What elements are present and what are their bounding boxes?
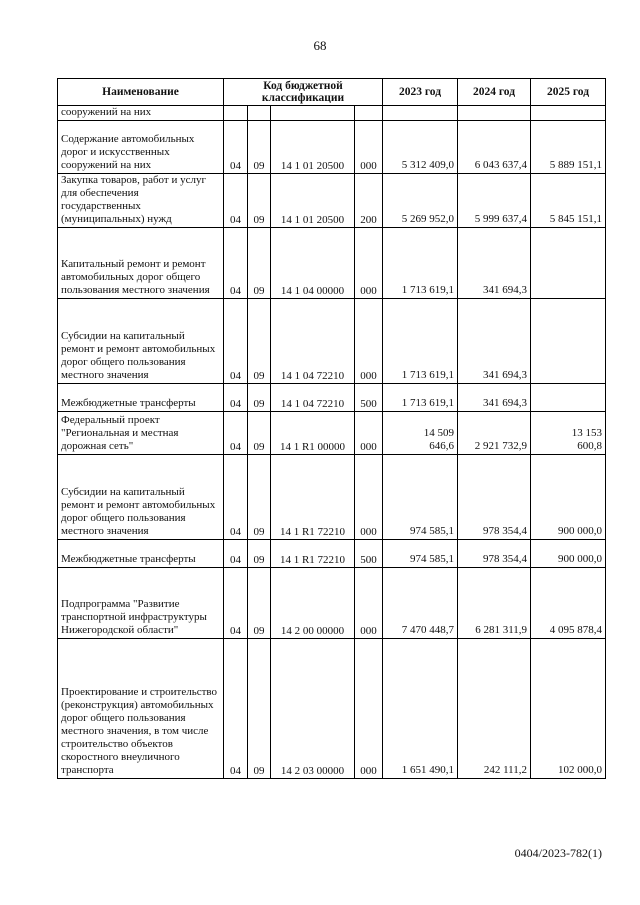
cell-2025: 900 000,0 — [531, 455, 606, 540]
table-row — [58, 639, 606, 779]
cell-expense-type: 000 — [355, 412, 383, 455]
cell-2025-line: 13 153 — [571, 427, 603, 439]
cell-2023-line: 14 509 — [423, 427, 455, 439]
cell-2025 — [531, 384, 606, 412]
budget-table — [57, 78, 606, 779]
cell-2025: 900 000,0 — [531, 540, 606, 568]
table-row — [58, 228, 606, 299]
cell-2025 — [531, 228, 606, 299]
cell-section: 04 — [224, 299, 248, 384]
cell-2025 — [531, 106, 606, 121]
cell-name: Межбюджетные трансферты — [58, 384, 224, 412]
cell-2024: 978 354,4 — [458, 455, 531, 540]
cell-subsection: 09 — [248, 568, 271, 639]
cell-expense-type: 000 — [355, 121, 383, 174]
cell-subsection: 09 — [248, 639, 271, 779]
cell-expense-type: 500 — [355, 540, 383, 568]
cell-target-article: 14 1 R1 72210 — [271, 540, 355, 568]
cell-2024: 6 043 637,4 — [458, 121, 531, 174]
cell-target-article: 14 2 03 00000 — [271, 639, 355, 779]
cell-section: 04 — [224, 412, 248, 455]
cell-subsection: 09 — [248, 174, 271, 228]
cell-2023 — [383, 106, 458, 121]
cell-name: Подпрограмма "Развитие транспортной инфраструктуры Нижегородской области" — [58, 568, 224, 639]
cell-2023: 5 312 409,0 — [383, 121, 458, 174]
table-row — [58, 121, 606, 174]
cell-target-article: 14 1 04 72210 — [271, 299, 355, 384]
cell-2023 — [383, 412, 458, 455]
cell-2023: 5 269 952,0 — [383, 174, 458, 228]
cell-section — [224, 106, 248, 121]
cell-section: 04 — [224, 568, 248, 639]
header-2024: 2024 год — [458, 79, 531, 106]
cell-subsection: 09 — [248, 299, 271, 384]
cell-subsection: 09 — [248, 121, 271, 174]
cell-name: Закупка товаров, работ и услуг для обеспечения государственных (муниципальных) нужд — [58, 174, 224, 228]
cell-section: 04 — [224, 455, 248, 540]
cell-2023: 974 585,1 — [383, 540, 458, 568]
cell-section: 04 — [224, 121, 248, 174]
cell-section: 04 — [224, 639, 248, 779]
cell-2023: 1 713 619,1 — [383, 228, 458, 299]
table-row — [58, 106, 606, 121]
cell-2024 — [458, 106, 531, 121]
cell-name: Содержание автомобильных дорог и искусственных сооружений на них — [58, 121, 224, 174]
cell-subsection: 09 — [248, 384, 271, 412]
cell-subsection: 09 — [248, 455, 271, 540]
cell-2024: 341 694,3 — [458, 299, 531, 384]
cell-name: Межбюджетные трансферты — [58, 540, 224, 568]
cell-section: 04 — [224, 384, 248, 412]
cell-2023: 1 713 619,1 — [383, 384, 458, 412]
cell-2023: 1 713 619,1 — [383, 299, 458, 384]
cell-name: Проектирование и строительство (реконструкция) автомобильных дорог общего пользования местного значения, в том числе строительство объектов скоростного внеуличного транспорта — [58, 639, 224, 779]
table-row — [58, 384, 606, 412]
cell-2024: 2 921 732,9 — [458, 412, 531, 455]
cell-subsection — [248, 106, 271, 121]
header-2023: 2023 год — [383, 79, 458, 106]
cell-target-article: 14 1 01 20500 — [271, 121, 355, 174]
cell-target-article: 14 1 01 20500 — [271, 174, 355, 228]
cell-subsection: 09 — [248, 412, 271, 455]
cell-2023-line: 646,6 — [429, 440, 455, 452]
cell-name: Федеральный проект "Региональная и местная дорожная сеть" — [58, 412, 224, 455]
table-row — [58, 412, 606, 455]
cell-name: сооружений на них — [58, 106, 224, 121]
cell-target-article: 14 1 04 72210 — [271, 384, 355, 412]
table-row — [58, 174, 606, 228]
table-row — [58, 540, 606, 568]
cell-2025: 5 845 151,1 — [531, 174, 606, 228]
cell-2023: 7 470 448,7 — [383, 568, 458, 639]
table-header-row — [58, 79, 606, 106]
cell-expense-type: 000 — [355, 299, 383, 384]
cell-2024: 5 999 637,4 — [458, 174, 531, 228]
cell-expense-type — [355, 106, 383, 121]
cell-name: Субсидии на капитальный ремонт и ремонт автомобильных дорог общего пользования местного значения — [58, 299, 224, 384]
cell-2025: 102 000,0 — [531, 639, 606, 779]
header-2025: 2025 год — [531, 79, 606, 106]
cell-2024: 341 694,3 — [458, 228, 531, 299]
cell-2025-line: 600,8 — [577, 440, 603, 452]
cell-2024: 242 111,2 — [458, 639, 531, 779]
cell-2023: 1 651 490,1 — [383, 639, 458, 779]
cell-expense-type: 000 — [355, 455, 383, 540]
cell-subsection: 09 — [248, 540, 271, 568]
cell-target-article: 14 1 04 00000 — [271, 228, 355, 299]
header-code: Код бюджетной классификации — [224, 79, 383, 106]
cell-name: Капитальный ремонт и ремонт автомобильных дорог общего пользования местного значения — [58, 228, 224, 299]
cell-2025 — [531, 412, 606, 455]
cell-target-article: 14 1 R1 00000 — [271, 412, 355, 455]
cell-target-article: 14 2 00 00000 — [271, 568, 355, 639]
table-row — [58, 455, 606, 540]
cell-target-article — [271, 106, 355, 121]
cell-expense-type: 000 — [355, 228, 383, 299]
table-row — [58, 299, 606, 384]
cell-2023: 974 585,1 — [383, 455, 458, 540]
cell-section: 04 — [224, 228, 248, 299]
header-name: Наименование — [58, 79, 224, 106]
document-code: 0404/2023-782(1) — [514, 846, 602, 860]
cell-name: Субсидии на капитальный ремонт и ремонт автомобильных дорог общего пользования местного значения — [58, 455, 224, 540]
cell-2025: 5 889 151,1 — [531, 121, 606, 174]
cell-section: 04 — [224, 174, 248, 228]
table-row — [58, 568, 606, 639]
cell-expense-type: 200 — [355, 174, 383, 228]
cell-expense-type: 500 — [355, 384, 383, 412]
cell-section: 04 — [224, 540, 248, 568]
cell-expense-type: 000 — [355, 568, 383, 639]
page-number: 68 — [313, 38, 327, 53]
cell-subsection: 09 — [248, 228, 271, 299]
cell-expense-type: 000 — [355, 639, 383, 779]
cell-2024: 341 694,3 — [458, 384, 531, 412]
cell-target-article: 14 1 R1 72210 — [271, 455, 355, 540]
cell-2024: 6 281 311,9 — [458, 568, 531, 639]
cell-2025 — [531, 299, 606, 384]
table-body — [58, 106, 606, 779]
cell-2024: 978 354,4 — [458, 540, 531, 568]
cell-2025: 4 095 878,4 — [531, 568, 606, 639]
